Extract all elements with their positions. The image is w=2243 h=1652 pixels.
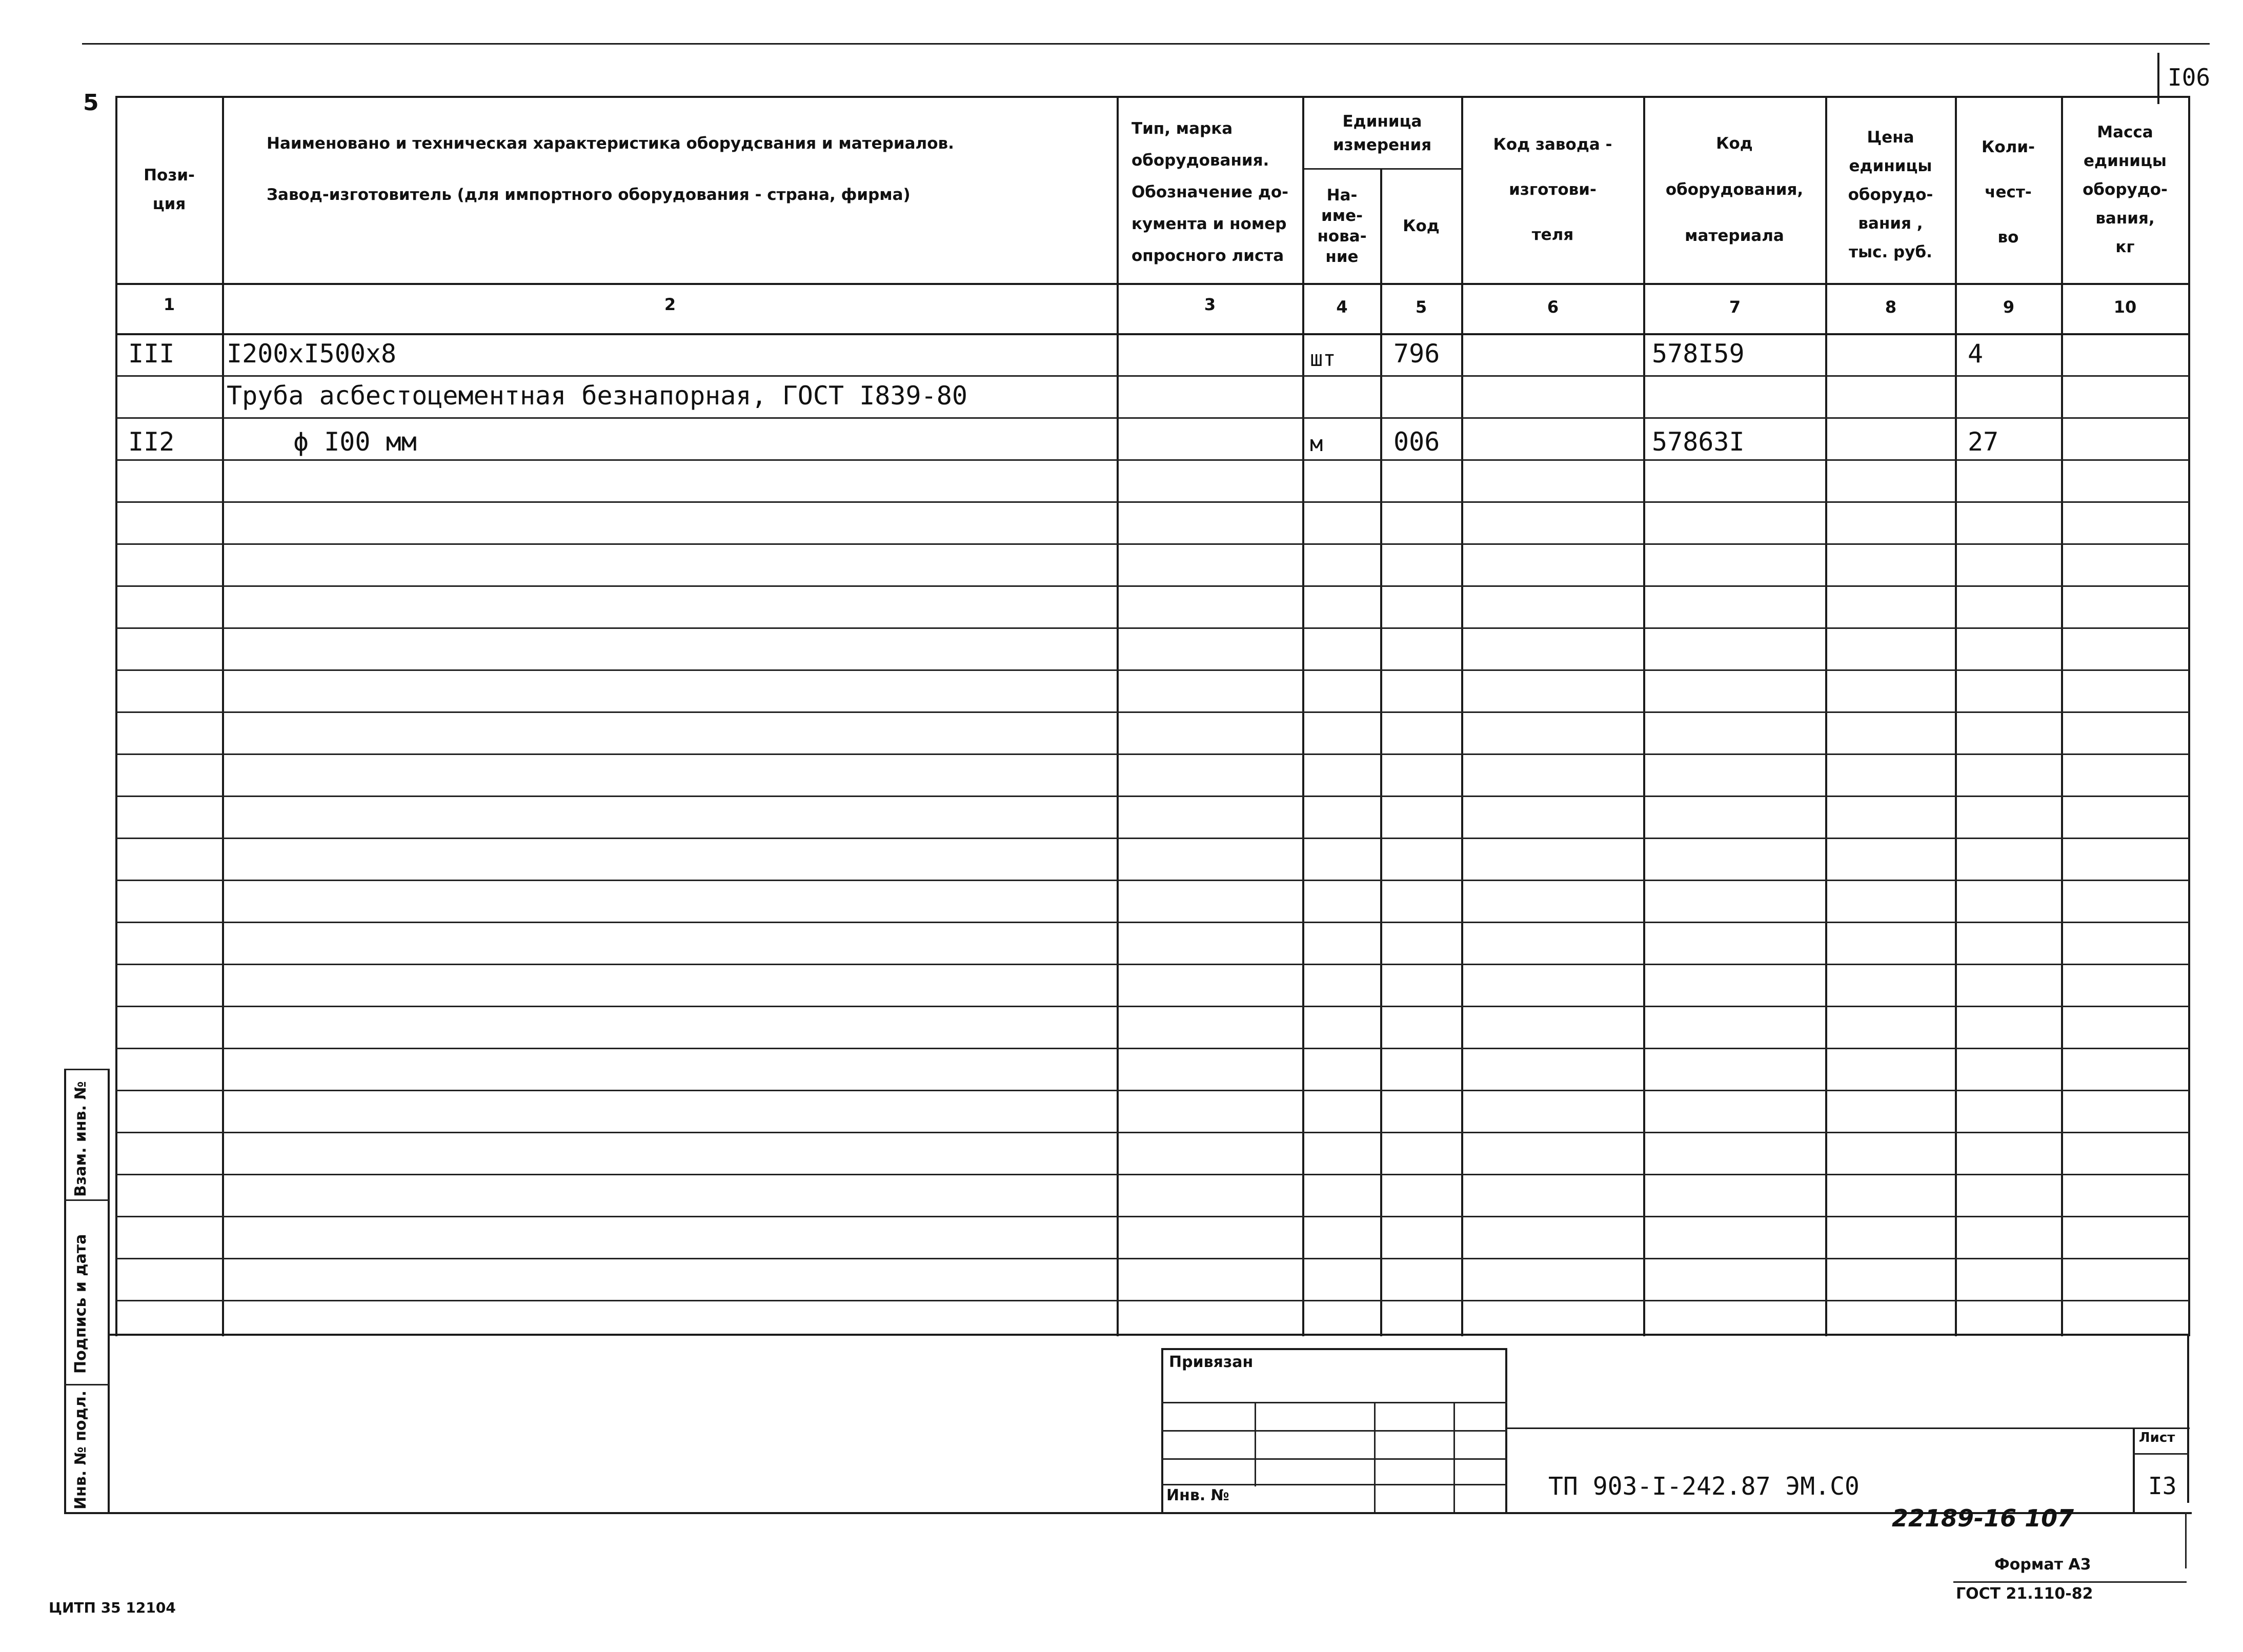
row-quantity: 27 bbox=[1968, 427, 1999, 457]
table-row-line bbox=[116, 1006, 2189, 1007]
row-material-code: 578I59 bbox=[1652, 339, 1745, 369]
table-row-line bbox=[116, 880, 2189, 881]
table-row-line bbox=[116, 1048, 2189, 1049]
header-type: Тип, марка оборудования. Обозначение до- кумента и номер опросного листа bbox=[1131, 119, 1289, 265]
header-material-code: Код оборудования, материала bbox=[1665, 134, 1804, 245]
table-row-line bbox=[116, 417, 2189, 419]
header-name: Наименовано и техническая характеристика оборудсвания и материалов. Завод-изготовитель (для импортного оборудования - страна, фирма) bbox=[267, 134, 954, 204]
row-unit: м bbox=[1310, 431, 1323, 456]
table-row-line bbox=[116, 1216, 2189, 1217]
bound-block-col-2 bbox=[1374, 1402, 1376, 1512]
numbers-bottom-border bbox=[116, 333, 2190, 335]
sheet-box-left bbox=[2133, 1427, 2135, 1512]
col-line-7 bbox=[1825, 96, 1827, 1336]
col-line-8 bbox=[1955, 96, 1957, 1336]
row-position: III bbox=[128, 339, 175, 369]
table-row-line bbox=[116, 543, 2189, 545]
row-unit: шт bbox=[1310, 346, 1336, 371]
side-label-vzam-inv: Взам. инв. № bbox=[72, 1081, 90, 1197]
col-number-8: 8 bbox=[1885, 297, 1897, 317]
table-row-line bbox=[116, 838, 2189, 839]
table-row-line bbox=[116, 922, 2189, 923]
col-number-2: 2 bbox=[664, 295, 676, 314]
table-row-line bbox=[116, 1132, 2189, 1133]
row-unit-code: 796 bbox=[1393, 339, 1440, 369]
col-line-10 bbox=[2188, 96, 2190, 1336]
col-number-9: 9 bbox=[2003, 297, 2015, 317]
margin-strip-left bbox=[64, 1069, 66, 1513]
col-number-6: 6 bbox=[1547, 297, 1559, 317]
row-material-code: 57863I bbox=[1652, 427, 1745, 457]
table-row-line bbox=[116, 585, 2189, 587]
col-line-2 bbox=[1117, 96, 1119, 1336]
doc-block-top bbox=[1505, 1427, 2190, 1429]
side-label-signature-date: Подпись и дата bbox=[72, 1234, 90, 1374]
bound-block-row-4 bbox=[1161, 1484, 1507, 1485]
page-corner-number: I06 bbox=[2168, 64, 2211, 91]
table-row-line bbox=[116, 753, 2189, 755]
col-number-5: 5 bbox=[1415, 297, 1427, 317]
format-label: Формат А3 bbox=[1994, 1556, 2091, 1574]
header-bottom-border bbox=[116, 283, 2190, 285]
margin-strip-divider-1 bbox=[64, 1199, 109, 1201]
print-code: ЦИТП 35 12104 bbox=[49, 1599, 176, 1616]
row-name: ϕ I00 мм bbox=[293, 427, 417, 457]
bound-block-top bbox=[1161, 1348, 1507, 1350]
format-tick bbox=[2185, 1512, 2187, 1568]
margin-strip-divider-2 bbox=[64, 1384, 109, 1385]
table-row-line bbox=[116, 627, 2189, 629]
col-line-9 bbox=[2061, 96, 2063, 1336]
top-rule bbox=[82, 43, 2210, 45]
handwritten-number: 22189-16 107 bbox=[1892, 1504, 2074, 1532]
col-number-4: 4 bbox=[1336, 297, 1348, 317]
sheet-box-divider bbox=[2133, 1453, 2189, 1455]
header-factory-code: Код завода - изготови- теля bbox=[1493, 135, 1612, 244]
bound-label: Привязан bbox=[1169, 1353, 1254, 1371]
header-unit-name: На- име- нова- ние bbox=[1317, 186, 1367, 266]
margin-strip-top bbox=[64, 1069, 109, 1070]
header-quantity: Коли- чест- во bbox=[1982, 138, 2035, 247]
frame-right bbox=[2187, 1334, 2189, 1503]
bound-block-row-2 bbox=[1161, 1430, 1507, 1432]
row-quantity: 4 bbox=[1968, 339, 1984, 369]
col-line-4 bbox=[1380, 168, 1382, 1336]
header-unit-code: Код bbox=[1403, 216, 1440, 235]
col-number-10: 10 bbox=[2113, 297, 2137, 317]
header-unit: Единица измерения bbox=[1332, 112, 1432, 154]
row-unit-code: 006 bbox=[1393, 427, 1440, 457]
table-row-line bbox=[116, 1300, 2189, 1301]
page-number-left: 5 bbox=[83, 90, 99, 116]
col-number-7: 7 bbox=[1729, 297, 1741, 317]
col-line-0 bbox=[115, 96, 117, 1336]
table-row-line bbox=[116, 1258, 2189, 1259]
col-number-3: 3 bbox=[1204, 295, 1216, 314]
header-mass: Масса единицы оборудо- вания, кг bbox=[2083, 123, 2168, 256]
table-row-line bbox=[116, 711, 2189, 713]
format-rule bbox=[1953, 1581, 2187, 1583]
bound-block-col-3 bbox=[1453, 1402, 1455, 1512]
col-number-1: 1 bbox=[163, 295, 175, 314]
inv-label: Инв. № bbox=[1166, 1486, 1229, 1504]
table-row-line bbox=[116, 796, 2189, 797]
gost-label: ГОСТ 21.110-82 bbox=[1956, 1585, 2093, 1603]
table-row-line bbox=[116, 1174, 2189, 1175]
col-line-3 bbox=[1302, 96, 1304, 1336]
col-line-6 bbox=[1643, 96, 1645, 1336]
table-top-border bbox=[116, 96, 2190, 98]
table-bottom-border bbox=[108, 1334, 2190, 1336]
table-row-line bbox=[116, 459, 2189, 461]
table-row-line bbox=[116, 1090, 2189, 1091]
table-row-line bbox=[116, 669, 2189, 671]
col-line-1 bbox=[222, 96, 224, 1336]
margin-strip-right bbox=[108, 1069, 110, 1513]
doc-code: ТП 903-I-242.87 ЭМ.С0 bbox=[1548, 1472, 1860, 1501]
col-line-5 bbox=[1461, 96, 1463, 1336]
side-label-inv-podl: Инв. № подл. bbox=[72, 1390, 90, 1510]
table-row-line bbox=[116, 964, 2189, 965]
table-row-line bbox=[116, 501, 2189, 503]
sheet-number: I3 bbox=[2148, 1472, 2177, 1500]
bound-block-row-1 bbox=[1161, 1402, 1507, 1403]
row-name: I200xI500x8 bbox=[227, 339, 397, 369]
header-position: Пози- ция bbox=[144, 166, 195, 213]
sheet-label: Лист bbox=[2139, 1430, 2175, 1445]
row-name: Труба асбестоцементная безнапорная, ГОСТ I839-80 bbox=[227, 381, 967, 411]
header-price: Цена единицы оборудо- вания , тыс. руб. bbox=[1848, 128, 1933, 261]
frame-bottom bbox=[64, 1512, 2192, 1514]
row-position: II2 bbox=[128, 427, 175, 457]
bound-block-col-1 bbox=[1255, 1402, 1256, 1486]
bound-block-row-3 bbox=[1161, 1458, 1507, 1460]
